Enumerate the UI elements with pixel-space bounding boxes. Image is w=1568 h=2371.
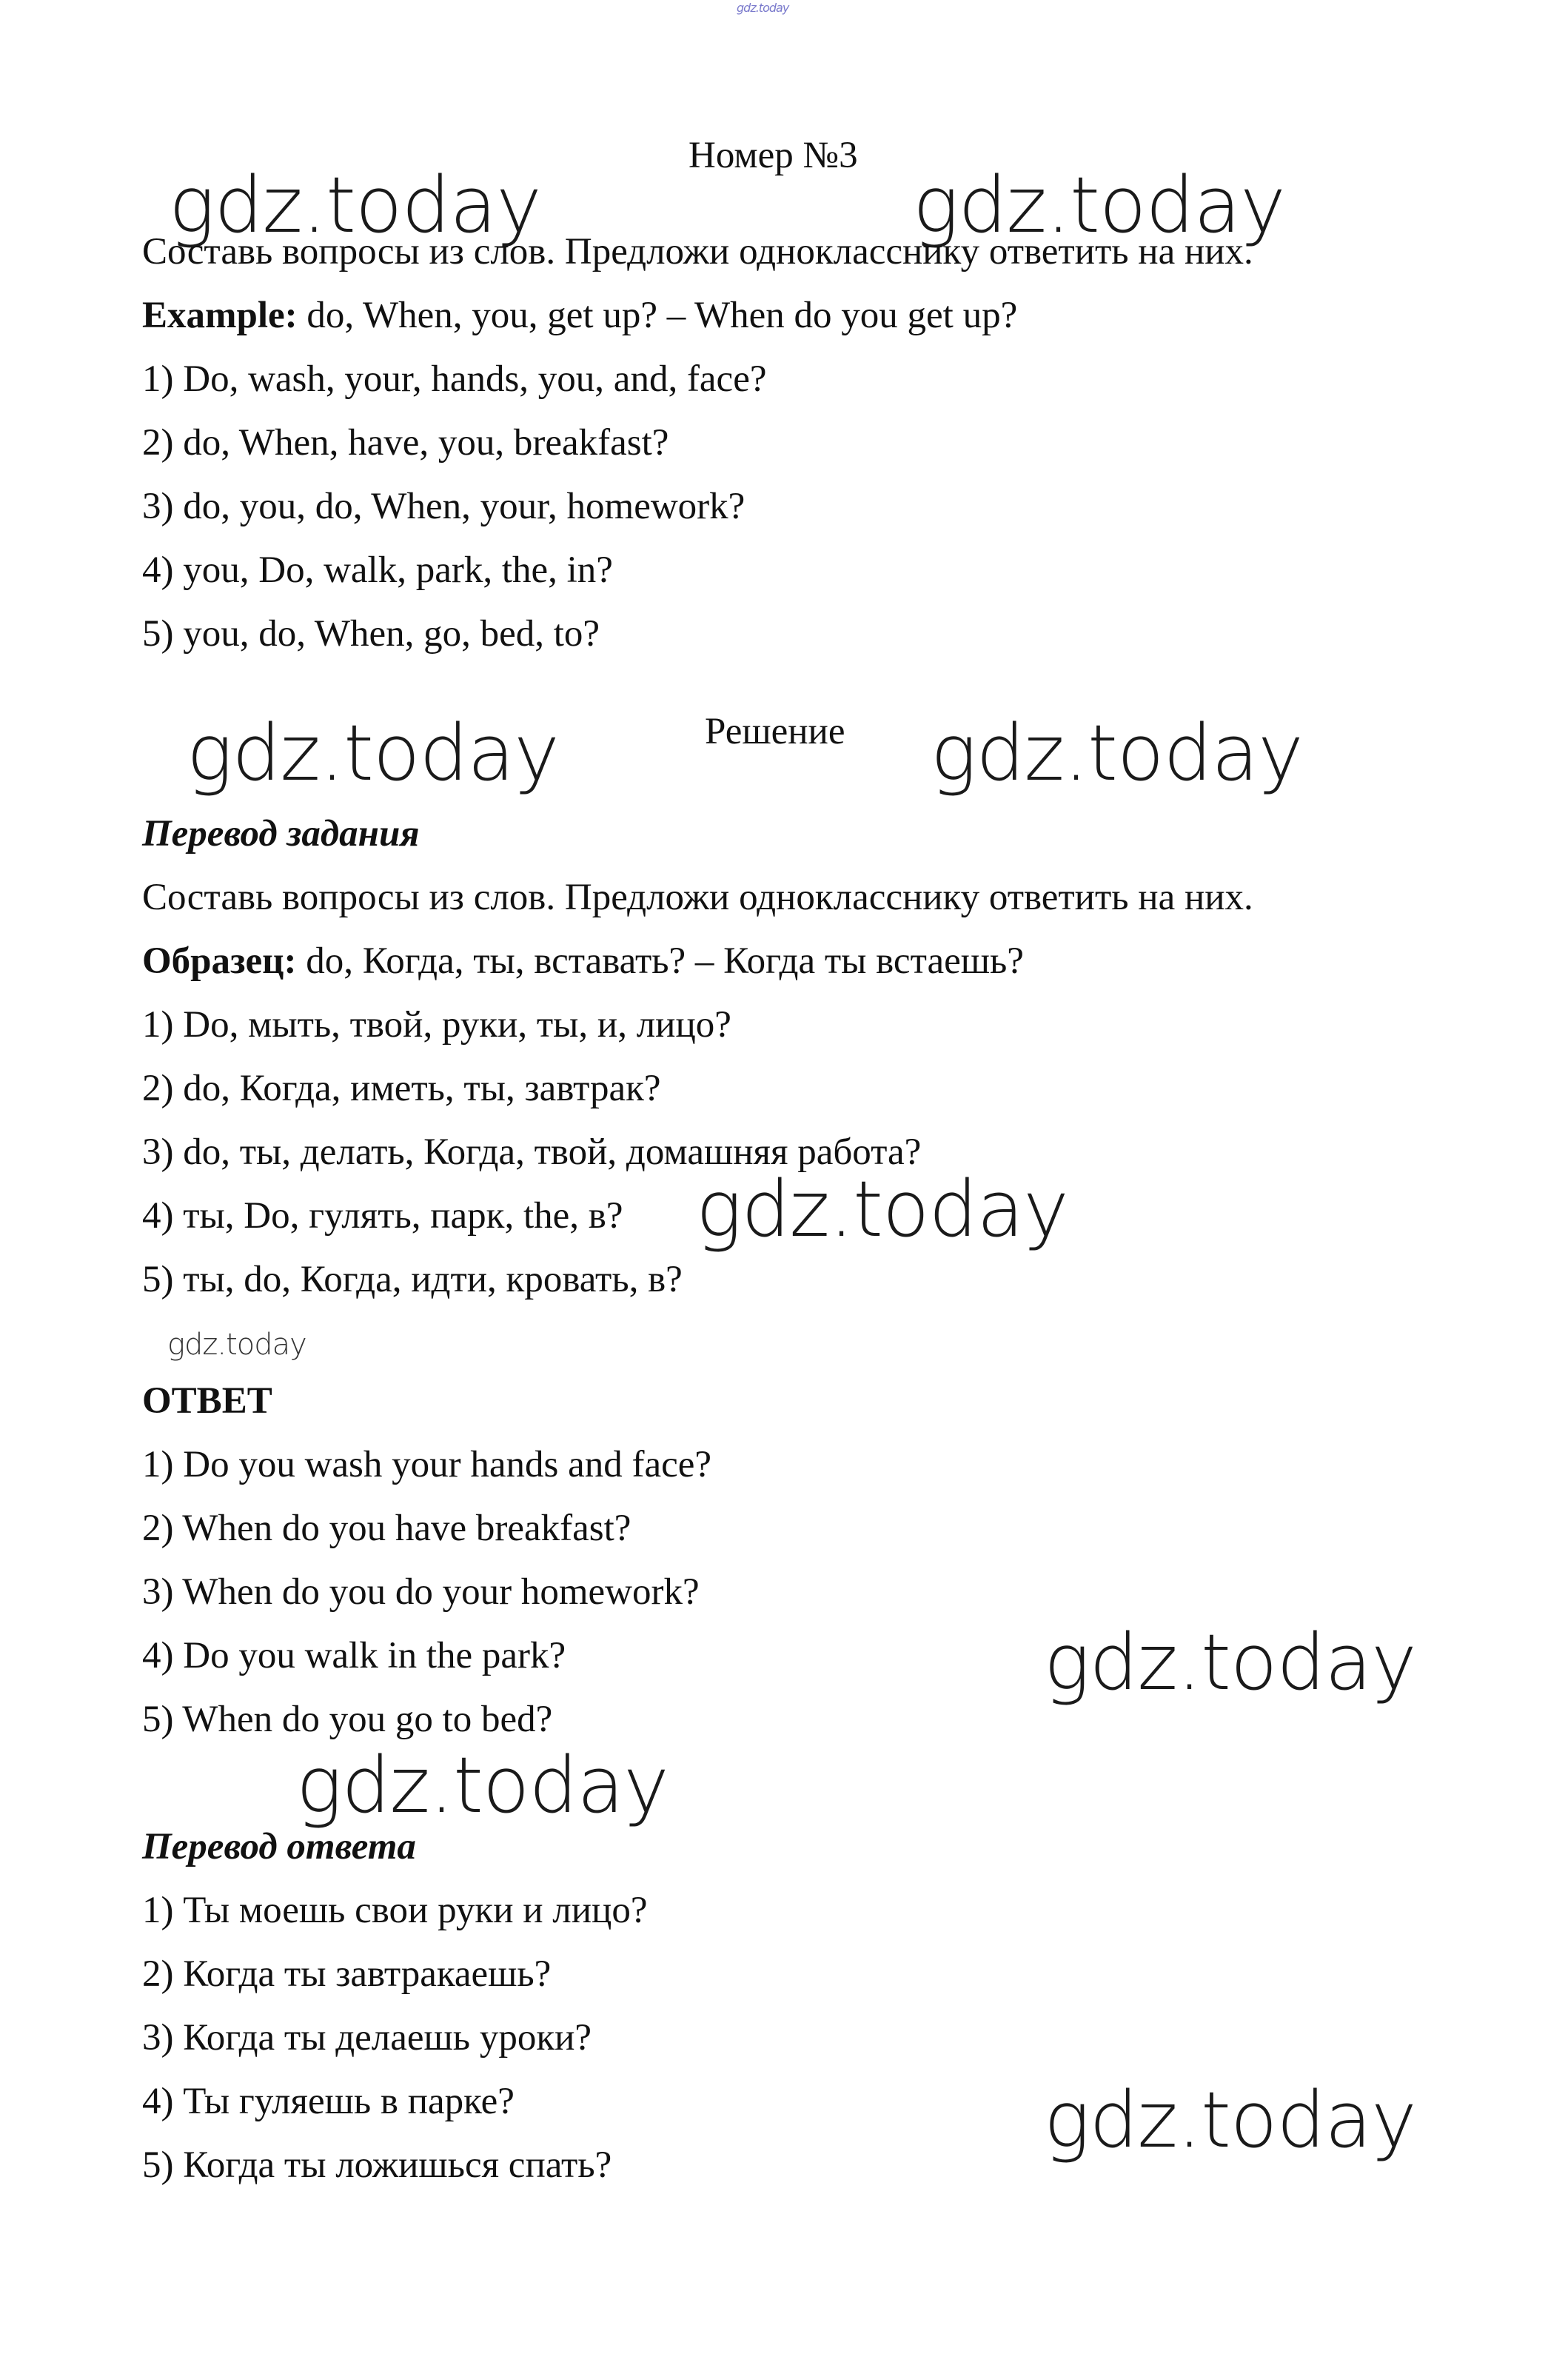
- example-label: Example:: [142, 295, 298, 336]
- task-item: 5) you, do, When, go, bed, to?: [142, 613, 600, 655]
- task-instruction: Составь вопросы из слов. Предложи однокласснику ответить на них.: [142, 231, 1253, 272]
- answer-translation-item: 2) Когда ты завтракаешь?: [142, 1953, 552, 1995]
- translation-example: [142, 939, 1024, 983]
- task-item: 1) Do, wash, your, hands, you, and, face?: [142, 358, 767, 400]
- answer-item: 3) When do you do your homework?: [142, 1571, 700, 1613]
- watermark-logo: gdz.today: [1044, 1617, 1416, 1708]
- watermark-logo: gdz.today: [913, 160, 1285, 250]
- answer-translation-item: 1) Ты моешь свои руки и лицо?: [142, 1890, 648, 1931]
- example-text: do, When, you, get up? – When do you get up?: [297, 295, 1018, 336]
- answer-heading: ОТВЕТ: [142, 1380, 272, 1422]
- task-item: 4) you, Do, walk, park, the, in?: [142, 549, 613, 591]
- task-example: [142, 293, 1017, 338]
- answer-translation-item: 4) Ты гуляешь в парке?: [142, 2081, 515, 2122]
- watermark-logo: gdz.today: [1044, 2075, 1416, 2165]
- solution-heading: Решение: [705, 711, 845, 752]
- task-item: 2) do, When, have, you, breakfast?: [142, 422, 669, 464]
- watermark-logo: gdz.today: [187, 708, 559, 798]
- translation-item: 5) ты, do, Когда, идти, кровать, в?: [142, 1259, 683, 1300]
- example-text: do, Когда, ты, вставать? – Когда ты встаешь?: [296, 940, 1024, 982]
- translation-item: 2) do, Когда, иметь, ты, завтрак?: [142, 1068, 661, 1109]
- translation-item: 4) ты, Do, гулять, парк, the, в?: [142, 1195, 623, 1237]
- answer-item: 5) When do you go to bed?: [142, 1699, 553, 1740]
- page-title: Номер №3: [688, 135, 858, 176]
- task-item: 3) do, you, do, When, your, homework?: [142, 486, 746, 527]
- answer-item: 4) Do you walk in the park?: [142, 1635, 566, 1676]
- answer-item: 1) Do you wash your hands and face?: [142, 1444, 712, 1485]
- watermark-logo: gdz.today: [696, 1164, 1068, 1254]
- translation-item: 1) Do, мыть, твой, руки, ты, и, лицо?: [142, 1004, 731, 1046]
- watermark-logo: gdz.today: [296, 1740, 669, 1830]
- answer-translation-item: 3) Когда ты делаешь уроки?: [142, 2017, 592, 2059]
- example-label: Образец:: [142, 940, 297, 982]
- translation-instruction: Составь вопросы из слов. Предложи однокласснику ответить на них.: [142, 877, 1253, 918]
- answer-translation-heading: Перевод ответа: [142, 1826, 416, 1867]
- watermark-logo: gdz.today: [169, 160, 541, 250]
- watermark-logo-small: gdz.today: [167, 1328, 306, 1362]
- answer-item: 2) When do you have breakfast?: [142, 1508, 631, 1549]
- translation-heading: Перевод задания: [142, 813, 420, 855]
- answer-translation-item: 5) Когда ты ложишься спать?: [142, 2144, 612, 2186]
- translation-item: 3) do, ты, делать, Когда, твой, домашняя работа?: [142, 1131, 922, 1173]
- watermark-logo: gdz.today: [931, 708, 1303, 798]
- top-watermark: gdz.today: [737, 1, 789, 15]
